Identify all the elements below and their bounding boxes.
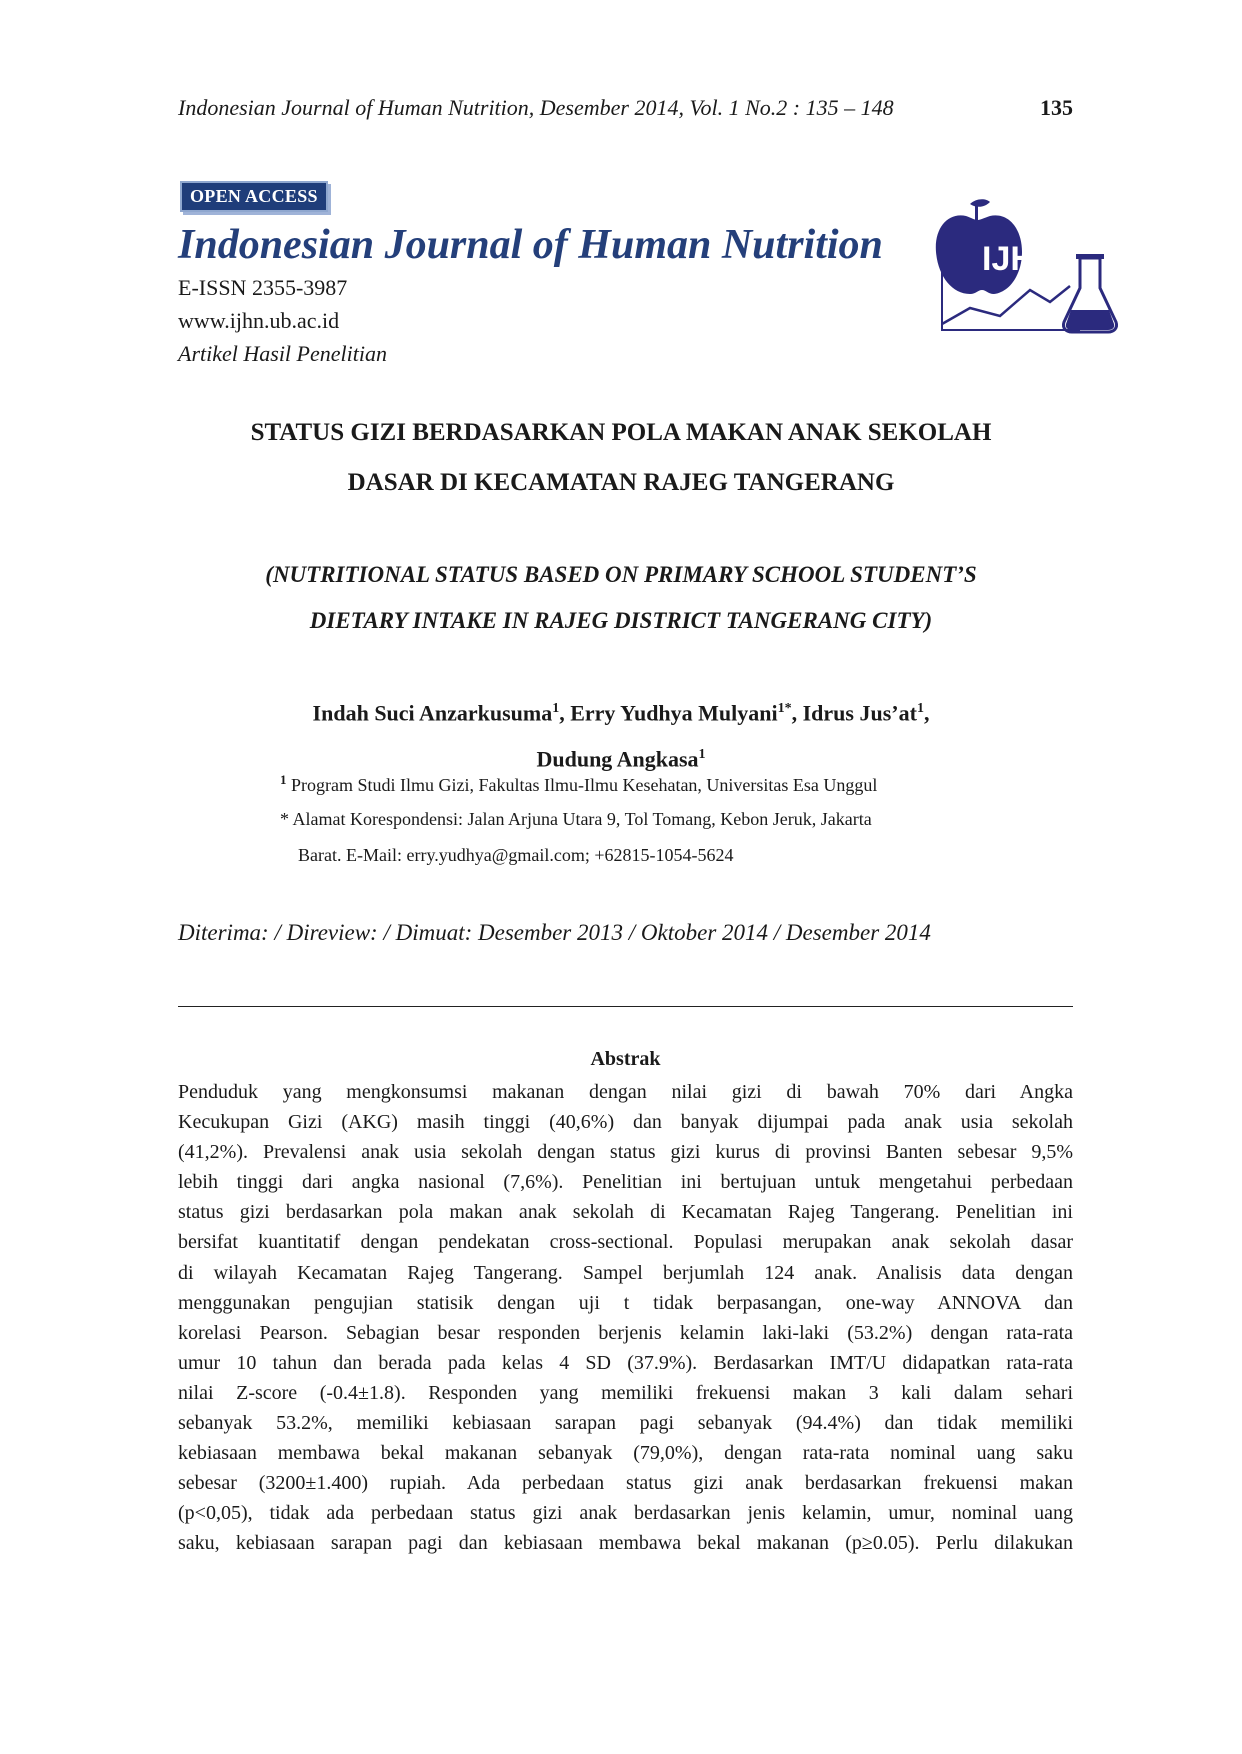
affiliation-text: Program Studi Ilmu Gizi, Fakultas Ilmu-Ilmu Kesehatan, Universitas Esa Unggul <box>291 775 878 795</box>
abstract-line: di wilayah Kecamatan Rajeg Tangerang. Sampel berjumlah 124 anak. Analisis data dengan <box>178 1261 1073 1284</box>
abstract-line: status gizi berdasarkan pola makan anak sekolah di Kecamatan Rajeg Tangerang. Penelitian ini <box>178 1201 1073 1224</box>
article-title-line1: STATUS GIZI BERDASARKAN POLA MAKAN ANAK SEKOLAH <box>250 419 992 446</box>
abstract-line: (41,2%). Prevalensi anak usia sekolah dengan status gizi kurus di provinsi Banten sebesar 9,5% <box>178 1141 1073 1164</box>
author-name: Dudung Angkasa <box>536 746 699 772</box>
journal-issn: E-ISSN 2355-3987 <box>178 275 348 300</box>
abstract-line: menggunakan pengujian statisik dengan uji t tidak berpasangan, one-way ANNOVA dan <box>178 1291 1073 1314</box>
correspondence-line-1: * Alamat Korespondensi: Jalan Arjuna Utara 9, Tol Tomang, Kebon Jeruk, Jakarta <box>280 809 872 829</box>
running-head <box>178 95 1073 121</box>
page-number: 135 <box>1040 95 1073 120</box>
author-list <box>150 688 1092 781</box>
abstract-line: (p<0,05), tidak ada perbedaan status gizi anak berdasarkan jenis kelamin, umur, nominal uang <box>178 1502 1073 1525</box>
open-access-badge: OPEN ACCESS <box>180 181 328 212</box>
section-divider <box>178 1006 1073 1007</box>
author-separator: , <box>923 700 930 726</box>
journal-url[interactable]: www.ijhn.ub.ac.id <box>178 308 340 333</box>
author-affiliation-mark: 1 <box>916 701 924 716</box>
article-title-english <box>150 552 1092 644</box>
correspondence-line-2: Barat. E-Mail: erry.yudhya@gmail.com; +62815-1054-5624 <box>298 845 734 865</box>
article-title <box>150 408 1092 508</box>
abstract-line: sebesar (3200±1.400) rupiah. Ada perbedaan status gizi anak berdasarkan frekuensi makan <box>178 1472 1073 1495</box>
article-title-english-line1: (NUTRITIONAL STATUS BASED ON PRIMARY SCHOOL STUDENT’S <box>265 562 977 587</box>
abstract-line: saku, kebiasaan sarapan pagi dan kebiasaan membawa bekal makanan (p≥0.05). Perlu dilakukan <box>178 1532 1073 1555</box>
abstract-line: lebih tinggi dari angka nasional (7,6%). Penelitian ini bertujuan untuk mengetahui perbedaan <box>178 1171 1073 1194</box>
author-separator: , <box>791 700 803 726</box>
author-affiliation-mark: 1 <box>698 747 706 763</box>
article-type: Artikel Hasil Penelitian <box>178 341 387 366</box>
abstract-line: korelasi Pearson. Sebagian besar responden berjenis kelamin laki-laki (53.2%) dengan rata-rata <box>178 1321 1073 1344</box>
running-head-text: Indonesian Journal of Human Nutrition, Desember 2014, Vol. 1 No.2 : 135 – 148 <box>178 95 894 120</box>
affiliation-1 <box>280 772 877 796</box>
author-name: Erry Yudhya Mulyani <box>570 700 778 726</box>
author-name: Indah Suci Anzarkusuma <box>312 700 553 726</box>
author-name: Idrus Jus’at <box>802 700 917 726</box>
logo-text: IJHN <box>982 240 1060 278</box>
abstract-line: sebanyak 53.2%, memiliki kebiasaan sarapan pagi sebanyak (94.4%) dan tidak memiliki <box>178 1412 1073 1435</box>
affiliation-mark: 1 <box>280 772 287 787</box>
article-title-english-line2: DIETARY INTAKE IN RAJEG DISTRICT TANGERANG CITY) <box>309 608 933 633</box>
journal-title: Indonesian Journal of Human Nutrition <box>178 222 883 268</box>
author-affiliation-mark: 1* <box>777 701 792 716</box>
abstract-line: umur 10 tahun dan berada pada kelas 4 SD (37.9%). Berdasarkan IMT/U didapatkan rata-rata <box>178 1351 1073 1374</box>
author-line-1 <box>150 688 1092 734</box>
author-separator: , <box>559 700 571 726</box>
abstract-line: nilai Z-score (-0.4±1.8). Responden yang memiliki frekuensi makan 3 kali dalam sehari <box>178 1381 1073 1404</box>
abstract-line: Kecukupan Gizi (AKG) masih tinggi (40,6%) dan banyak dijumpai pada anak usia sekolah <box>178 1111 1073 1134</box>
publication-dates: Diterima: / Direview: / Dimuat: Desember 2013 / Oktober 2014 / Desember 2014 <box>178 920 931 945</box>
abstract-line: bersifat kuantitatif dengan pendekatan cross-sectional. Populasi merupakan anak sekolah dasar <box>178 1231 1073 1254</box>
article-title-line2: DASAR DI KECAMATAN RAJEG TANGERANG <box>347 469 895 496</box>
journal-logo <box>930 198 1120 338</box>
abstract-line: Penduduk yang mengkonsumsi makanan dengan nilai gizi di bawah 70% dari Angka <box>178 1081 1073 1103</box>
abstract-body <box>178 1077 1073 1559</box>
author-affiliation-mark: 1 <box>552 701 560 716</box>
apple-leaf-icon <box>970 199 990 207</box>
abstract-line: kebiasaan membawa bekal makanan sebanyak (79,0%), dengan rata-rata nominal uang saku <box>178 1442 1073 1465</box>
abstract-heading: Abstrak <box>590 1048 661 1070</box>
